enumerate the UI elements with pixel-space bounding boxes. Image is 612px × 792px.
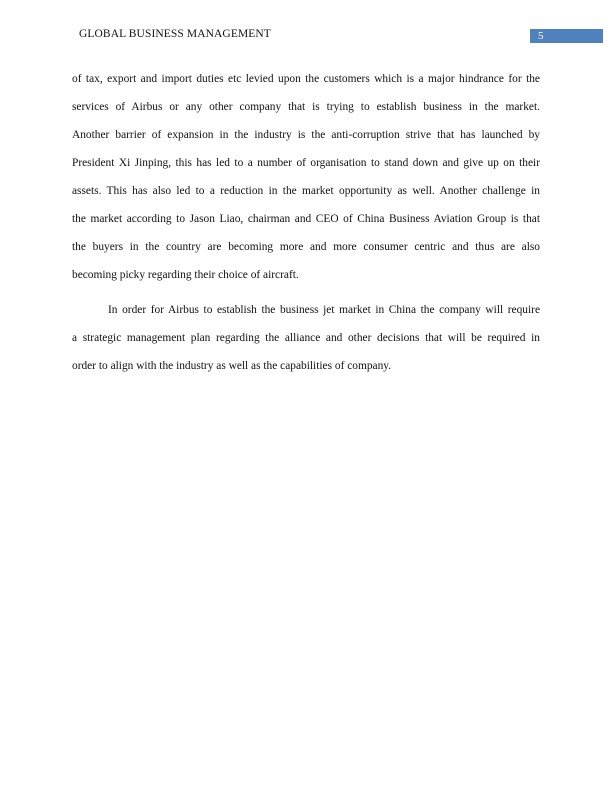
text-line: the market according to Jason Liao, chairman and CEO of China Business Aviation Group is that	[72, 213, 540, 225]
text-line: services of Airbus or any other company that is trying to establish business in the market.	[72, 101, 540, 113]
text-line: assets. This has also led to a reduction in the market opportunity as well. Another challenge in	[72, 185, 540, 197]
text-line: of tax, export and import duties etc levied upon the customers which is a major hindrance for the	[72, 73, 540, 85]
text-line: In order for Airbus to establish the business jet market in China the company will require	[108, 304, 540, 316]
text-line: a strategic management plan regarding the alliance and other decisions that will be required in	[72, 332, 540, 344]
text-line: President Xi Jinping, this has led to a number of organisation to stand down and give up on their	[72, 157, 540, 169]
text-line: order to align with the industry as well as the capabilities of company.	[72, 360, 392, 372]
page-number: 5	[530, 29, 603, 43]
running-header: GLOBAL BUSINESS MANAGEMENT	[79, 28, 271, 40]
paragraph-2	[72, 302, 540, 386]
paragraph-1	[72, 71, 540, 295]
text-line: becoming picky regarding their choice of aircraft.	[72, 269, 299, 281]
text-line: Another barrier of expansion in the industry is the anti-corruption strive that has launched by	[72, 129, 540, 141]
text-line: the buyers in the country are becoming more and more consumer centric and thus are also	[72, 241, 540, 253]
